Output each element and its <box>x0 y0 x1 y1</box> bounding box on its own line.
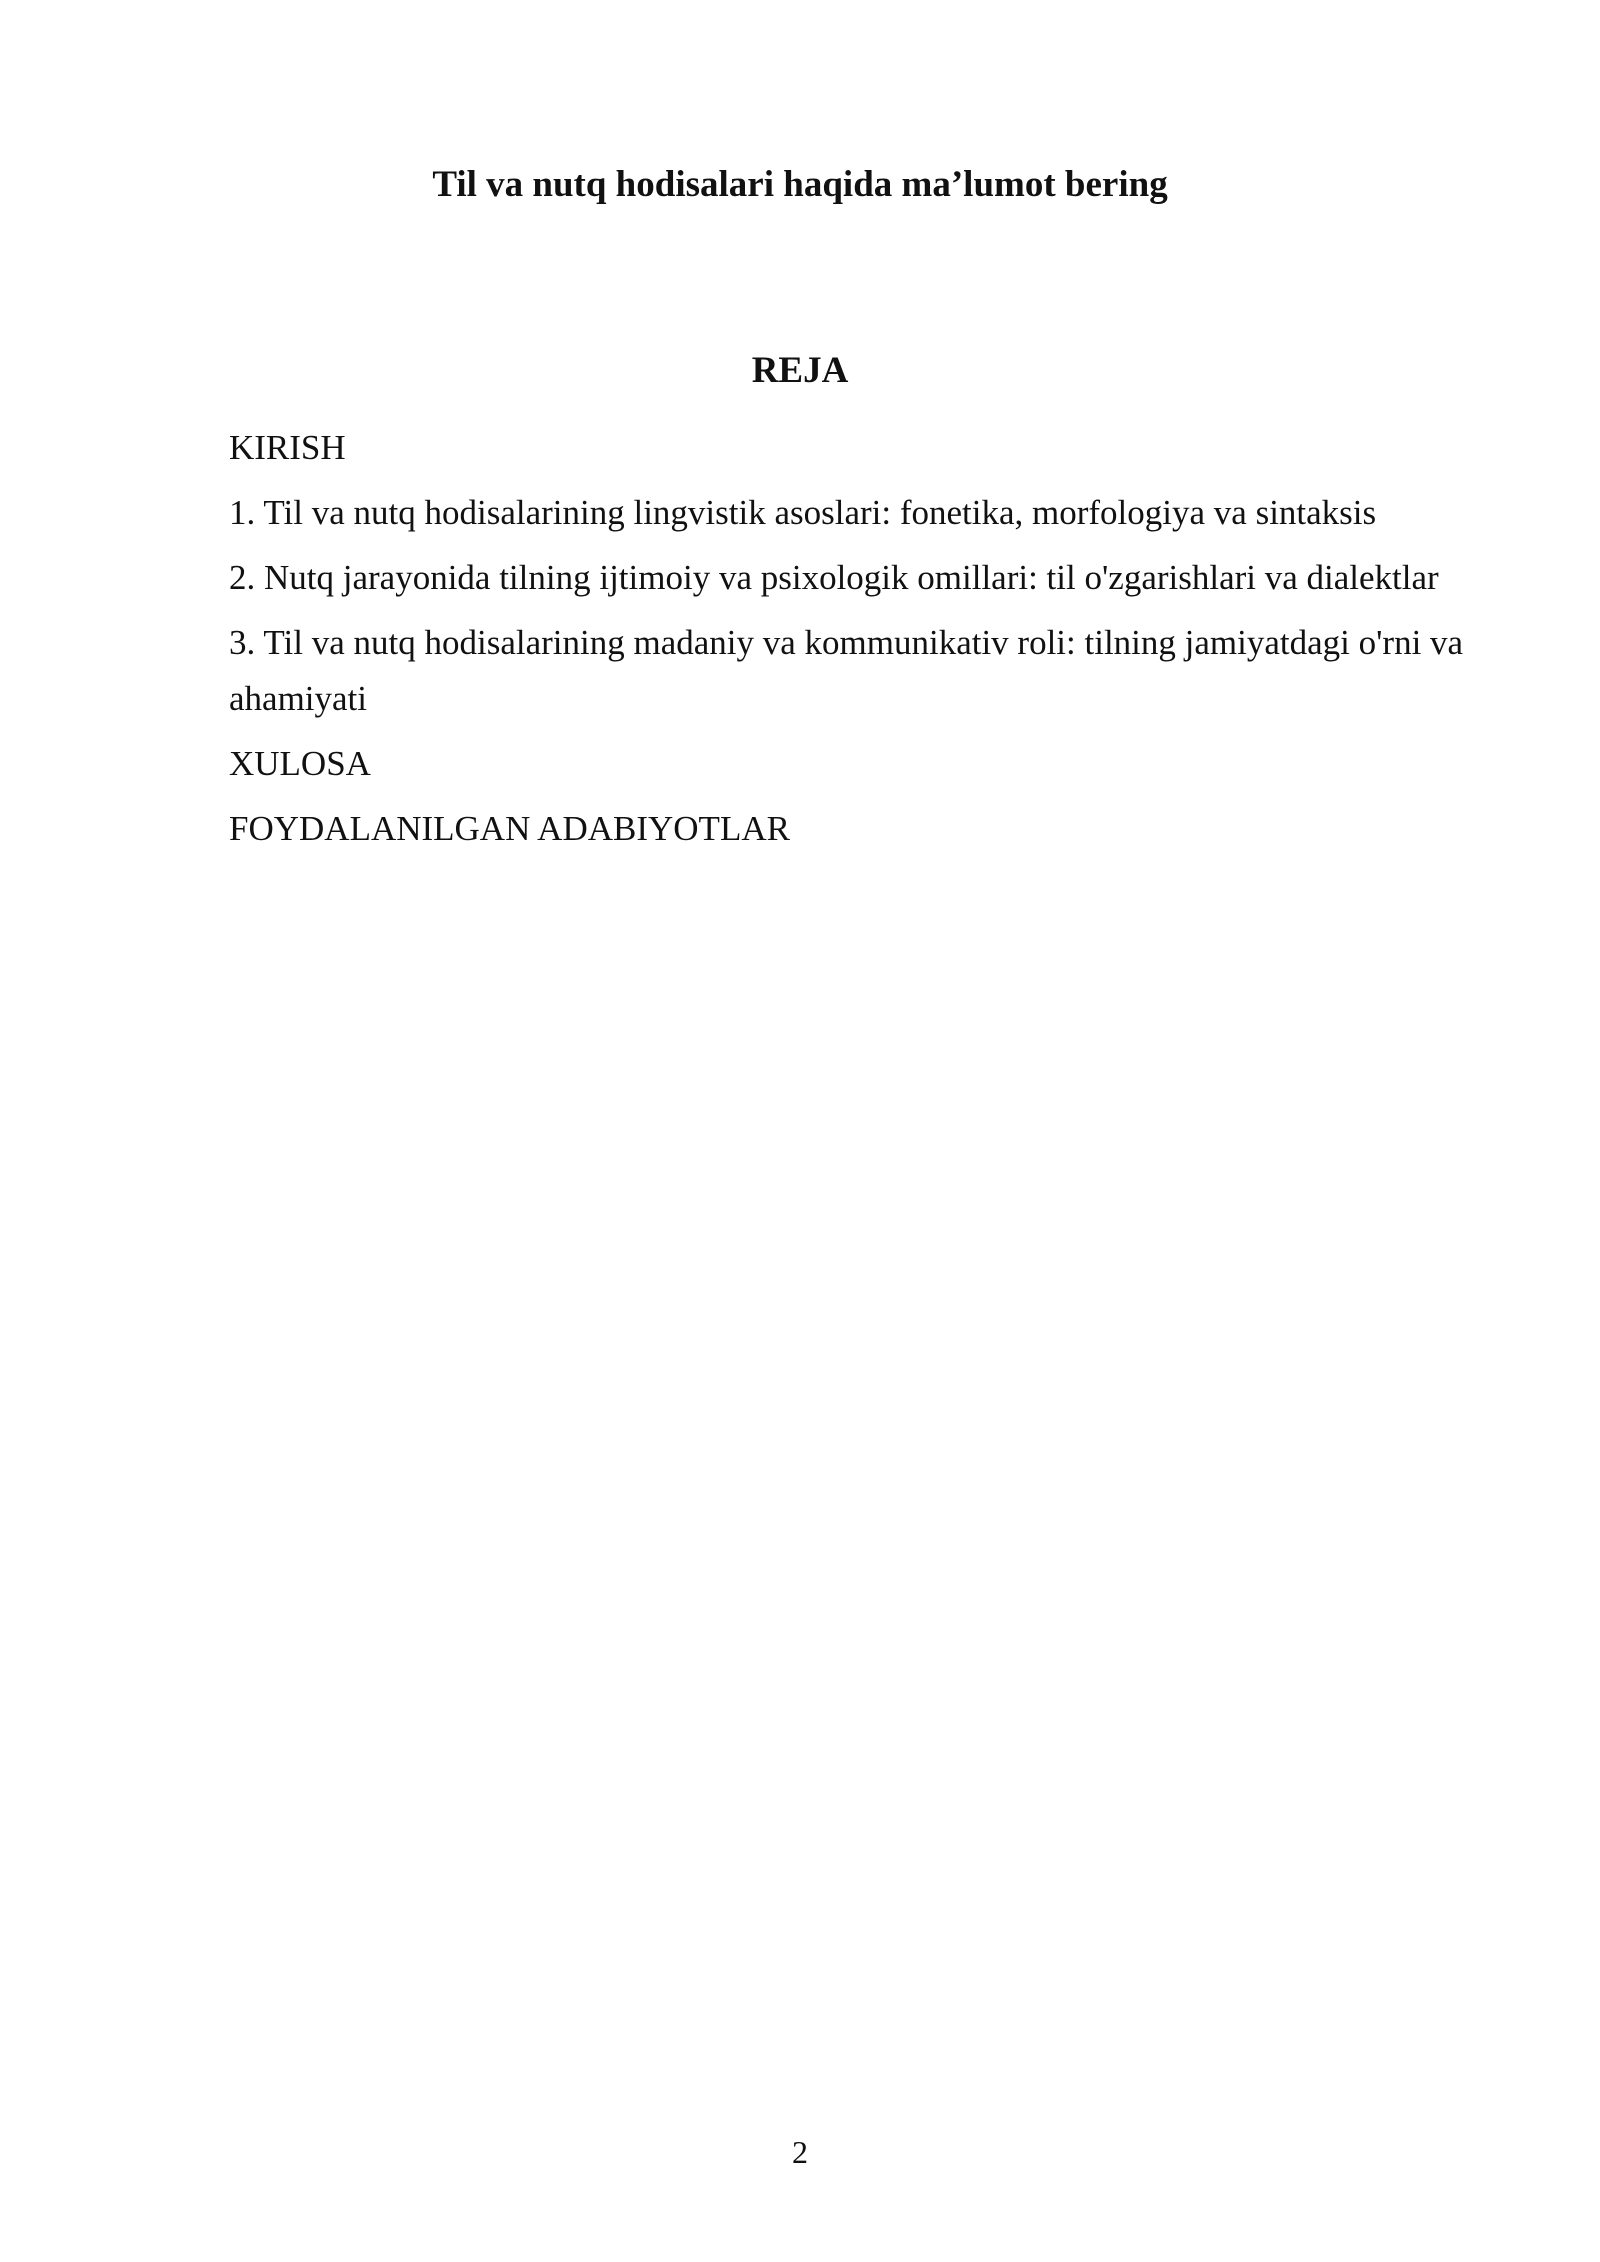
plan-item-2: 2. Nutq jarayonida tilning ijtimoiy va psixologik omillari: til o'zgarishlari va dialektlar <box>229 558 1439 597</box>
page-number: 2 <box>792 2134 808 2170</box>
plan-list <box>229 420 1479 866</box>
plan-item-1: 1. Til va nutq hodisalarining lingvistik asoslari: fonetika, morfologiya va sintaksis <box>229 493 1377 532</box>
document-title: Til va nutq hodisalari haqida ma’lumot bering <box>432 164 1168 205</box>
plan-item-references: FOYDALANILGAN ADABIYOTLAR <box>229 809 790 848</box>
plan-item-conclusion: XULOSA <box>229 744 371 783</box>
plan-heading: REJA <box>751 350 849 391</box>
plan-item-introduction: KIRISH <box>229 428 346 467</box>
plan-item-3: 3. Til va nutq hodisalarining madaniy va kommunikativ roli: tilning jamiyatdagi o'rni va ahamiyati <box>229 623 1464 718</box>
